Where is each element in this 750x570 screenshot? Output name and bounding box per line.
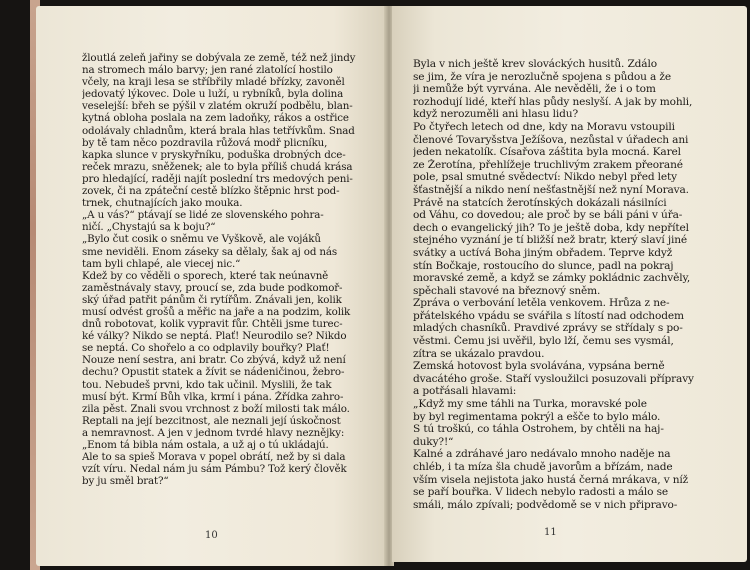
left-page-number: 10 <box>205 530 218 541</box>
text-line: stejného vyznání je tí bližší než bratr, který slaví jiné <box>413 234 687 247</box>
text-line: tam byli chlapé, ale viecej nic.“ <box>82 257 241 270</box>
text-line: „Bylo čut cosik o sněmu ve Vyškově, ale vojáků <box>82 233 321 246</box>
text-line: když nerozuměli ani hlasu lidu? <box>413 108 578 121</box>
text-line: věstmi. Čemu jsi uvěřil, bylo lží, čemu ses vysmál, <box>413 335 674 348</box>
text-line: „Když my sme táhli na Turka, moravské pole <box>413 398 647 411</box>
text-line: Kdež by co věděli o sporech, které tak neúnavně <box>82 269 329 282</box>
text-line: reček mrazu, sněženek; ale to byla příliš chudá krása <box>82 160 353 173</box>
text-line: Zemská hotovost byla svolávána, vypsána berně <box>413 360 665 373</box>
text-line: trnek, chutnajících jako mouka. <box>82 197 243 210</box>
text-line: a potřásali hlavami: <box>413 385 517 398</box>
text-line: duky?!“ <box>413 435 454 448</box>
text-line: chléb, i ta míza šla chudě javorům a břízám, nade <box>413 461 673 473</box>
text-line: vším visela nejistota jako hustá černá mrákava, v níž <box>413 473 689 486</box>
text-line: Po čtyřech letech od dne, kdy na Moravu vstoupili <box>413 120 675 133</box>
text-line: ji nemůže být vyrvána. Ale nevěděli, že i o tom <box>413 83 656 96</box>
text-line: dvacátého groše. Staří vysloužilci posuzovali přípravy <box>413 372 694 385</box>
text-line: pole, psal smutné svědectví: Nikdo nebyl před lety <box>413 171 677 184</box>
text-line: Kalné a zdráhavé jaro nedávalo mnoho naděje na <box>413 448 671 461</box>
text-line: pro hledající, raději najít poslední trs medových peni- <box>82 172 353 185</box>
text-line: na stromech málo barvy; jen rané zlatolící hostilo <box>82 64 333 77</box>
text-line: ze Žerotína, přehlížeje truchlivým zrakem přeorané <box>413 158 683 171</box>
text-line: mladých chasníků. Pravdivé zprávy se střídaly s po- <box>413 322 683 335</box>
text-line: musí odvést grošů a měřic na jaře a na podzim, kolik <box>82 305 351 318</box>
text-line: Ale to sa spieš Morava v popel obrátí, než by si dala <box>82 451 346 464</box>
text-line: Reptali na její bezcitnost, ale neznali její úskočnost <box>82 414 341 427</box>
text-line: svátky a uctívá Boha jiným obřadem. Teprve když <box>413 246 673 259</box>
text-line: odolávaly chladnům, která brala hlas tetřívkům. Snad <box>82 124 355 137</box>
text-line: se jim, že víra je nerozlučně spojena s půdou a že <box>413 70 671 83</box>
text-line: zovek, či na zpáteční cestě blízko štěpnic hrst pod- <box>82 185 340 198</box>
text-line: dech o evangelický jih? To je ještě doba, kdy nepřítel <box>413 221 689 234</box>
text-line: členové Tovaryšstva Ježíšova, nezůstal v úřadech ani <box>413 133 689 146</box>
text-line: tou. Nebudeš prvni, kdo tak učinil. Myslili, že tak <box>82 378 332 391</box>
text-line: Nouze není sestra, ani bratr. Co zbývá, když už není <box>82 354 346 367</box>
right-page-number: 11 <box>544 527 557 538</box>
text-line: dechu? Opustit statek a žívit se nádeničinou, žebro- <box>82 366 345 379</box>
text-line: Zpráva o verbování letěla venkovem. Hrůza z ne- <box>413 297 670 310</box>
text-line: jedovatý lýkovec. Dole u luží, u rybníků, byla dolina <box>82 88 344 101</box>
text-line: by tě tam něco pozdravila růžová modř plicníku, <box>82 136 328 149</box>
text-line: zaměstnávaly stavy, proucí se, zda bude podkomoř- <box>82 281 343 294</box>
text-line: by byl regimentama pokrýl a ešče to bylo málo. <box>413 410 661 423</box>
text-line: Byla v nich ještě krev slováckých husitů. Zdálo <box>413 58 657 70</box>
text-line: musí být. Krmí Bůh vlka, krmí i pána. Žřídka zahro- <box>82 390 344 403</box>
left-page-text <box>82 52 372 487</box>
text-line: sme neviděli. Enom záseky sa dělaly, šak aj od nás <box>82 245 337 258</box>
text-line: dnů robotovat, kolik vypravit fůr. Chtěli jsme turec- <box>82 318 343 331</box>
text-line: zítra se ukázalo pravdou. <box>413 347 545 360</box>
text-line: vzít víru. Nedal nám ju sám Pámbu? Tož kerý člověk <box>82 463 347 476</box>
text-line: moravské země, a když se zámky pokládnic zachvěly, <box>413 272 691 285</box>
text-line: přátelského vpádu se svářila s lítostí nad odchodem <box>413 309 684 322</box>
text-line: rozhodují lidé, kteří hlas půdy neslyší. A jak by mohli, <box>413 95 693 108</box>
right-page-text <box>413 58 713 511</box>
text-line: jeden nekatolík. Císařova záštita byla mocná. Karel <box>413 146 681 159</box>
text-line: šťastnější a nikdo není nešťastnější než nyní Morava. <box>413 183 689 196</box>
text-line: „A u vás?“ ptávají se lidé ze slovenského pohra- <box>82 209 324 222</box>
text-line: smáli, málo zpívali; podvědomě se v nich připravo- <box>413 498 678 511</box>
text-line: Právě na statcích žerotínských dokázali násilníci <box>413 196 667 209</box>
text-line: žloutlá zeleň jařiny se dobývala ze země, též než jindy <box>82 52 356 64</box>
text-line: veselejší: břeh se pýšil v zlatém okruží podbělu, blan- <box>82 100 353 113</box>
text-line: ský úřad patřit pánům či rytířům. Znávali jen, kolik <box>82 293 342 306</box>
text-line: se neptá. Co shořelo a co odplavily bouřky? Plať! <box>82 342 330 355</box>
text-line: spěchali stavové na březnový sněm. <box>413 284 601 297</box>
text-line: kytná obloha poslala na zem ladoňky, rákos a ostřice <box>82 112 349 125</box>
text-line: zila pěst. Znali svou vrchnost z boží milosti tak málo. <box>82 402 350 415</box>
text-line: a nemravnost. A jen v jednom tvrdé hlavy neznějky: <box>82 426 345 439</box>
text-line: by ju směl brat?“ <box>82 475 169 488</box>
text-line: od Váhu, co dovedou; ale proč by se báli páni v úřa- <box>413 209 683 222</box>
text-line: S tú troškú, co táhla Ostrohem, by chtěli na haj- <box>413 423 664 436</box>
text-line: stín Bočkaje, rostoucího do slunce, padl na pokraj <box>413 259 674 272</box>
text-line: včely, na kraji lesa se stříbřily mladé břízky, zavoněl <box>82 76 345 89</box>
text-line: „Enom tá bibla nám ostala, a už aj o tú ukládajú. <box>82 439 329 451</box>
text-line: ké války? Nikdo se neptá. Plať! Neurodilo se? Nikdo <box>82 330 347 343</box>
text-line: kapka slunce v pryskyřníku, poduška drobných dce- <box>82 148 346 161</box>
text-line: se paří bouřka. V lidech nebylo radosti a málo se <box>413 486 668 499</box>
text-line: ničí. „Chystajú sa k boju?“ <box>82 221 216 234</box>
